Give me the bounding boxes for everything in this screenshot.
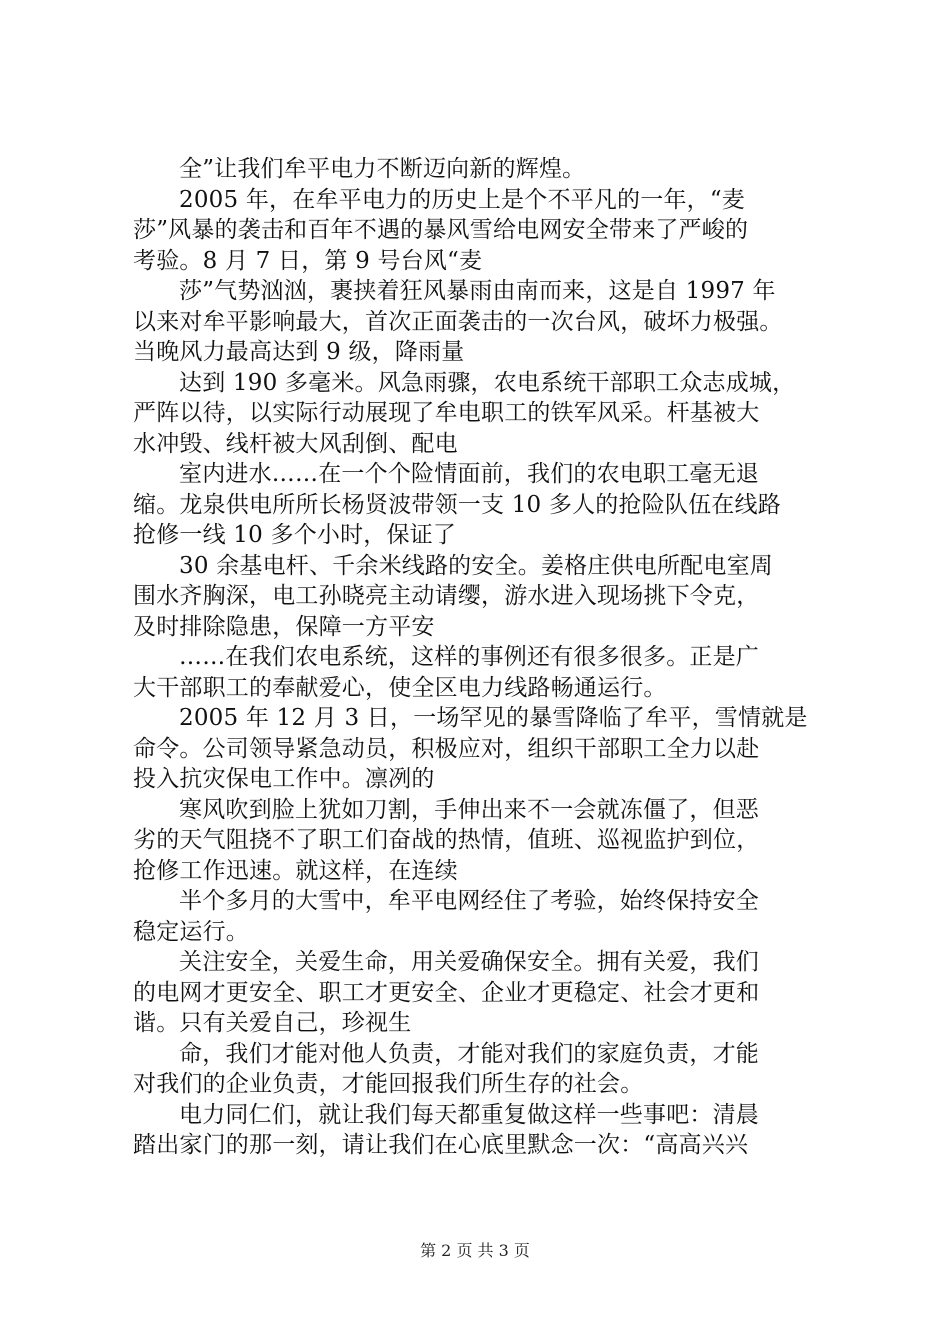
text-line: ……在我们农电系统，这样的事例还有很多很多。正是广 (179, 644, 759, 670)
text-line: 寒风吹到脸上犹如刀割，手伸出来不一会就冻僵了，但恶 (179, 796, 759, 823)
document-body (133, 154, 833, 1161)
text-line: 考验。8 月 7 日，第 9 号台风“麦 (133, 247, 483, 274)
text-line: 2005 年 12 月 3 日，一场罕见的暴雪降临了牟平，雪情就是 (179, 705, 808, 731)
text-line: 达到 190 多毫米。风急雨骤，农电系统干部职工众志成城， (179, 369, 796, 396)
text-line: 抢修一线 10 多个小时，保证了 (133, 522, 457, 548)
text-line: 大干部职工的奉献爱心，使全区电力线路畅通运行。 (133, 674, 667, 701)
text-line: 2005 年，在牟平电力的历史上是个不平凡的一年，“麦 (179, 186, 746, 213)
text-line: 缩。龙泉供电所所长杨贤波带领一支 10 多人的抢险队伍在线路 (133, 491, 781, 518)
text-line: 及时排除隐患，保障一方平安 (133, 613, 435, 640)
text-line: 劣的天气阻挠不了职工们奋战的热情，值班、巡视监护到位， (133, 827, 760, 853)
text-line: 稳定运行。 (133, 918, 249, 945)
text-line: 关注安全，关爱生命，用关爱确保安全。拥有关爱，我们 (179, 949, 759, 975)
text-line: 莎”风暴的袭击和百年不遇的暴风雪给电网安全带来了严峻的 (133, 217, 749, 243)
text-line: 室内进水……在一个个险情面前，我们的农电职工毫无退 (179, 461, 759, 487)
text-line: 以来对牟平影响最大，首次正面袭击的一次台风，破坏力极强。 (133, 308, 783, 335)
text-line: 半个多月的大雪中，牟平电网经住了考验，始终保持安全 (179, 888, 759, 914)
text-line: 30 余基电杆、千余米线路的安全。姜格庄供电所配电室周 (179, 552, 773, 579)
text-line: 对我们的企业负责，才能回报我们所生存的社会。 (133, 1071, 644, 1097)
text-line: 水冲毁、线杆被大风刮倒、配电 (133, 430, 458, 457)
text-line: 严阵以待，以实际行动展现了牟电职工的铁军风采。杆基被大 (133, 400, 760, 426)
text-line: 的电网才更安全、职工才更安全、企业才更稳定、社会才更和 (133, 979, 760, 1006)
text-line: 谐。只有关爱自己，珍视生 (133, 1010, 412, 1036)
text-line: 命令。公司领导紧急动员，积极应对，组织干部职工全力以赴 (133, 735, 760, 762)
text-line: 命，我们才能对他人负责，才能对我们的家庭负责，才能 (179, 1040, 759, 1067)
text-line: 投入抗灾保电工作中。凛冽的 (133, 766, 435, 792)
page-footer: 第 2 页 共 3 页 (420, 1241, 530, 1260)
text-line: 抢修工作迅速。就这样，在连续 (133, 857, 458, 884)
text-line: 围水齐胸深，电工孙晓亮主动请缨，游水进入现场挑下令克， (133, 583, 760, 609)
text-line: 踏出家门的那一刻，请让我们在心底里默念一次：“高高兴兴 (133, 1132, 749, 1158)
text-line: 莎”气势汹汹，裹挟着狂风暴雨由南而来，这是自 1997 年 (179, 278, 776, 304)
text-line: 电力同仁们，就让我们每天都重复做这样一些事吧：清晨 (179, 1101, 759, 1128)
text-line: 当晚风力最高达到 9 级，降雨量 (133, 339, 465, 365)
text-line: 全”让我们牟平电力不断迈向新的辉煌。 (179, 156, 586, 182)
